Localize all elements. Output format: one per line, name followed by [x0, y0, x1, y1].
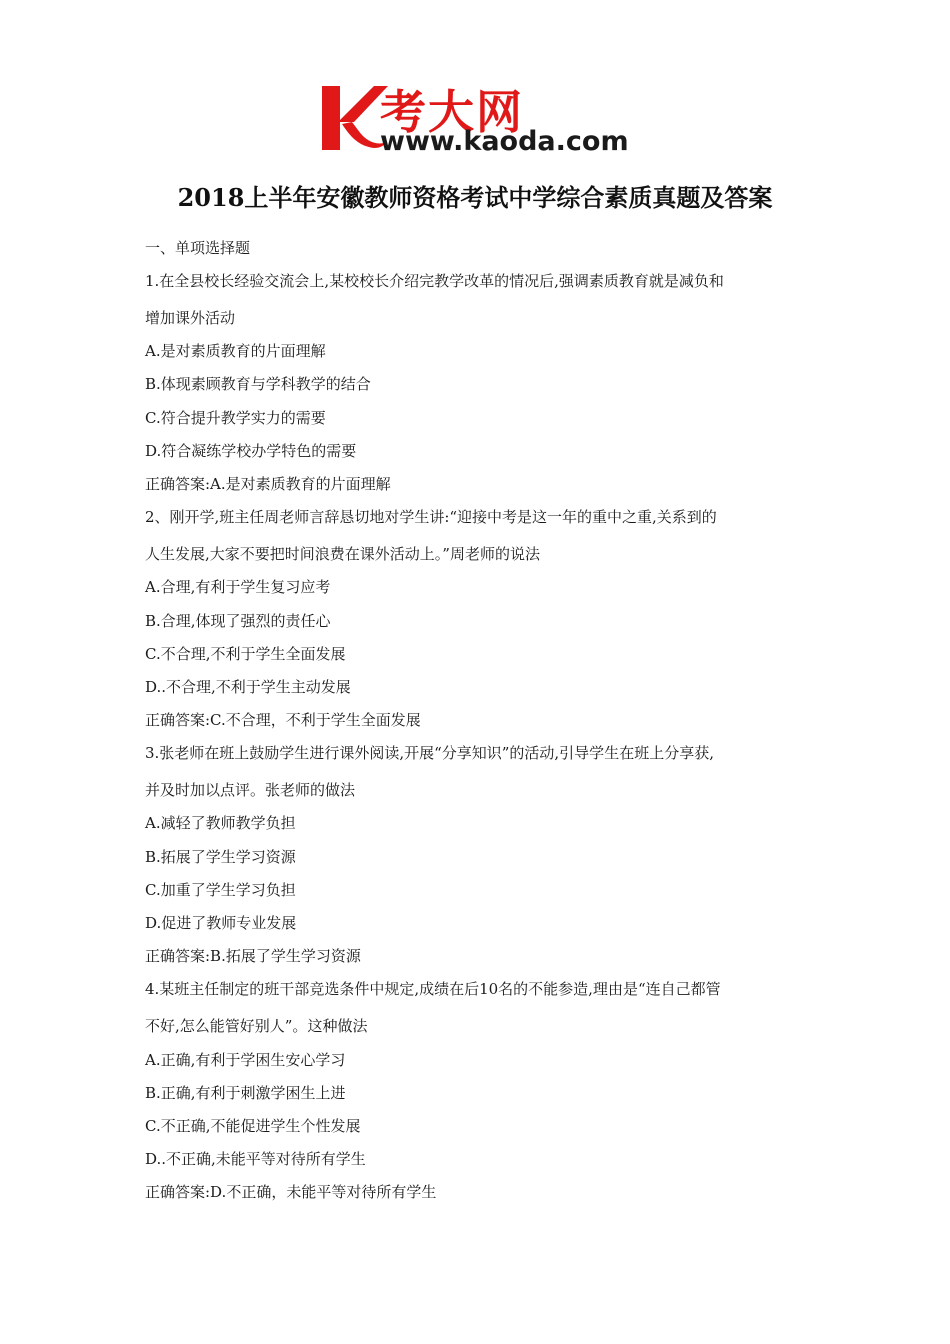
option-a: A.减轻了教师教学负担: [145, 814, 296, 833]
option-c: C.不正确,不能促进学生个性发展: [145, 1116, 361, 1135]
answer: 正确答案:A.是对素质教育的片面理解: [145, 474, 391, 493]
option-d: D..不正确,未能平等对待所有学生: [145, 1150, 366, 1169]
question-stem-cont: 增加课外活动: [145, 309, 236, 327]
option-d: D.促进了教师专业发展: [145, 914, 297, 932]
answer: 正确答案:C.不合理，不利于学生全面发展: [145, 711, 421, 730]
question-stem: 4.某班主任制定的班干部竞选条件中规定,成绩在后10名的不能参造,理由是“连自己都管: [145, 980, 721, 999]
option-b: B.拓展了学生学习资源: [145, 847, 296, 866]
option-b: B.体现素顾教育与学科教学的结合: [145, 375, 371, 394]
question-stem: 3.张老师在班上鼓励学生进行课外阅读,开展“分享知识”的活动,引导学生在班上分享获,: [145, 744, 714, 763]
document-body: [145, 237, 815, 1215]
option-d: D.符合凝练学校办学特色的需要: [145, 441, 357, 460]
option-b: B.正确,有利于刺激学困生上进: [145, 1083, 346, 1102]
option-b: B.合理,体现了强烈的责任心: [145, 611, 331, 630]
logo-brand-chinese: 考大网: [380, 85, 524, 139]
option-a: A.合理,有利于学生复习应考: [145, 578, 331, 597]
question-4: [145, 978, 815, 1214]
option-d: D..不合理,不利于学生主动发展: [145, 677, 351, 696]
question-stem-cont: 并及时加以点评。张老师的做法: [145, 781, 356, 800]
option-c: C.不合理,不利于学生全面发展: [145, 644, 346, 663]
option-a: A.是对素质教育的片面理解: [145, 342, 326, 361]
question-1: [145, 270, 815, 506]
option-c: C.符合提升教学实力的需要: [145, 408, 326, 427]
answer: 正确答案:B.拓展了学生学习资源: [145, 947, 361, 966]
option-c: C.加重了学生学习负担: [145, 880, 296, 899]
question-3: [145, 742, 815, 978]
question-stem: 1.在全县校长经验交流会上,某校校长介绍完教学改革的情况后,强调素质教育就是减负和: [145, 272, 724, 290]
question-stem: 2、刚开学,班主任周老师言辞恳切地对学生讲:“迎接中考是这一年的重中之重,关系到的: [145, 508, 717, 527]
answer: 正确答案:D.不正确，未能平等对待所有学生: [145, 1183, 437, 1202]
question-stem-cont: 人生发展,大家不要把时间浪费在课外活动上。”周老师的说法: [145, 545, 540, 564]
question-2: [145, 506, 815, 742]
logo-brand-url: www.kaoda.com: [380, 126, 629, 157]
section-heading: 一、单项选择题: [145, 239, 251, 257]
k-logo-icon: [318, 84, 388, 154]
option-a: A.正确,有利于学困生安心学习: [145, 1050, 346, 1069]
document-title: 2018上半年安徽教师资格考试中学综合素质真题及答案: [177, 183, 773, 212]
kaoda-logo: [318, 80, 638, 160]
question-stem-cont: 不好,怎么能管好别人”。这种做法: [145, 1017, 368, 1036]
